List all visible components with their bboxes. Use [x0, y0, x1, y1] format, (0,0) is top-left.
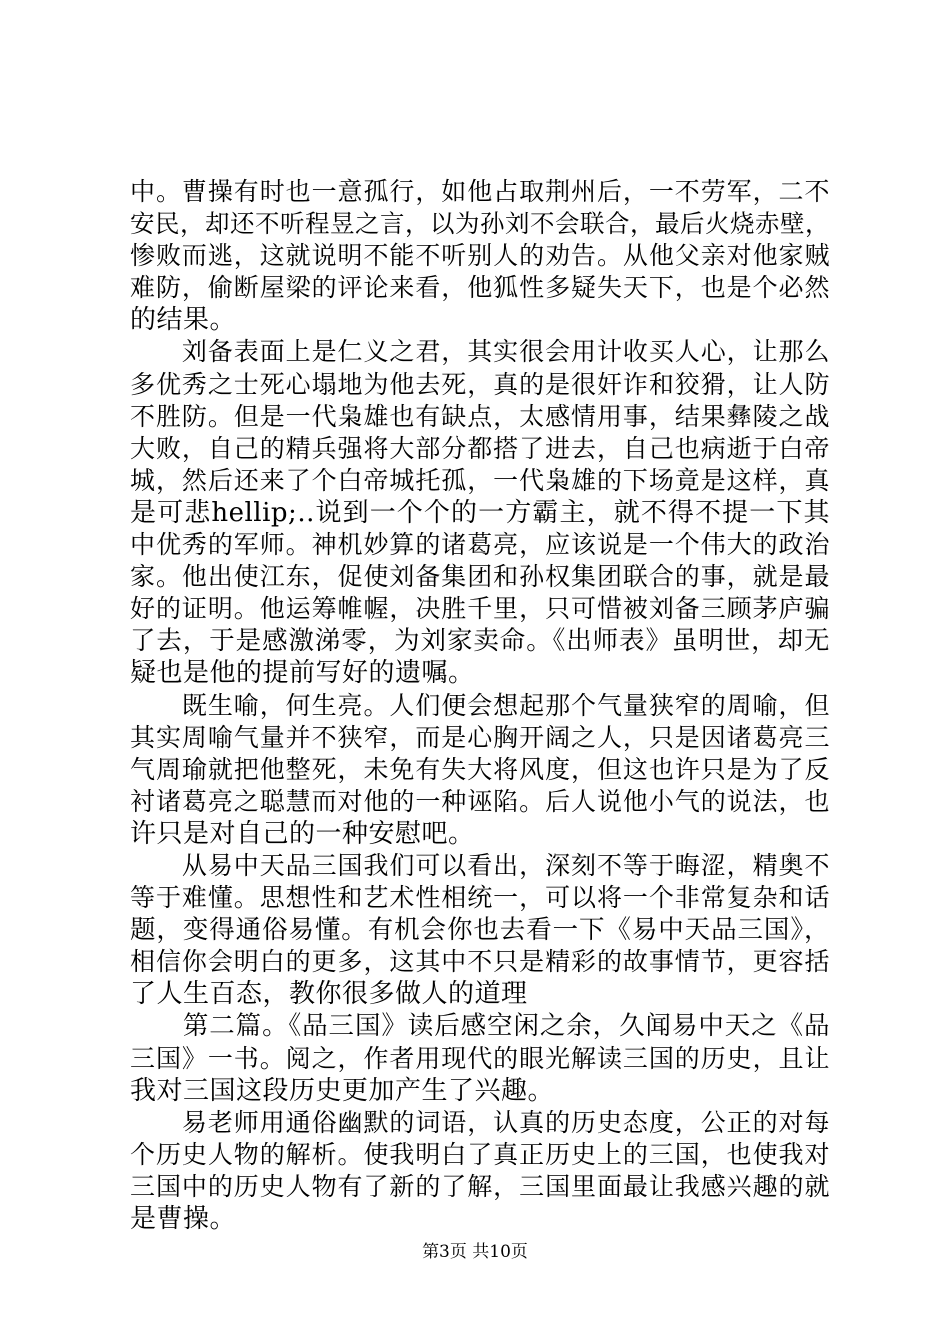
- text-line: 中优秀的军师。神机妙算的诸葛亮，应该说是一个伟大的政治: [130, 530, 830, 560]
- text-line: 个历史人物的解析。使我明白了真正历史上的三国，也使我对: [130, 1139, 830, 1169]
- text-line: 的结果。: [130, 305, 237, 336]
- text-line: 易老师用通俗幽默的词语，认真的历史态度，公正的对每: [130, 1107, 830, 1137]
- text-line: 刘备表面上是仁义之君，其实很会用计收买人心，让那么: [130, 337, 830, 367]
- text-line: 疑也是他的提前写好的遗嘱。: [130, 658, 475, 689]
- text-line: 从易中天品三国我们可以看出，深刻不等于晦涩，精奥不: [130, 850, 830, 880]
- text-line: 气周瑜就把他整死，未免有失大将风度，但这也许只是为了反: [130, 754, 830, 784]
- text-line: 多优秀之士死心塌地为他去死，真的是很奸诈和狡猾，让人防: [130, 369, 830, 399]
- text-line: 是曹操。: [130, 1204, 237, 1234]
- text-line: 中。曹操有时也一意孤行，如他占取荆州后，一不劳军，二不: [130, 177, 830, 206]
- body-text: [130, 176, 830, 1235]
- text-line: 大败，自己的精兵强将大部分都搭了进去，自己也病逝于白帝: [130, 433, 830, 463]
- text-line: 了人生百态，教你很多做人的道理: [130, 979, 528, 1010]
- text-line: 安民，却还不听程昱之言，以为孙刘不会联合，最后火烧赤壁，: [130, 209, 830, 239]
- text-line: 三国中的历史人物有了新的了解，三国里面最让我感兴趣的就: [130, 1171, 830, 1201]
- text-line: 难防，偷断屋梁的评论来看，他狐性多疑失天下，也是个必然: [130, 273, 830, 303]
- text-line: 第二篇。《品三国》读后感空闲之余，久闻易中天之《品: [130, 1011, 830, 1042]
- text-line: 城，然后还来了个白帝城托孤，一代枭雄的下场竟是这样，真: [130, 465, 830, 495]
- text-line: 三国》一书。阅之，作者用现代的眼光解读三国的历史，且让: [130, 1043, 830, 1073]
- text-line: 我对三国这段历史更加产生了兴趣。: [130, 1075, 555, 1106]
- text-line: 是可悲hellip;..说到一个个的一方霸主，就不得不提一下其: [130, 497, 830, 528]
- text-line: 不胜防。但是一代枭雄也有缺点，太感情用事，结果彝陵之战: [130, 401, 830, 431]
- text-line: 相信你会明白的更多，这其中不只是精彩的故事情节，更容括: [130, 947, 830, 977]
- text-line: 了去，于是感激涕零，为刘家卖命。《出师表》虽明世，却无: [130, 626, 830, 657]
- text-line: 衬诸葛亮之聪慧而对他的一种诬陷。后人说他小气的说法，也: [130, 786, 830, 816]
- text-line: 题，变得通俗易懂。有机会你也去看一下《易中天品三国》，: [130, 915, 830, 946]
- text-line: 等于难懂。思想性和艺术性相统一，可以将一个非常复杂和话: [130, 883, 830, 913]
- text-line: 惨败而逃，这就说明不能不听别人的劝告。从他父亲对他家贼: [130, 241, 830, 271]
- text-line: 家。他出使江东，促使刘备集团和孙权集团联合的事，就是最: [130, 562, 830, 592]
- text-line: 既生喻，何生亮。人们便会想起那个气量狭窄的周喻，但: [130, 690, 830, 720]
- text-line: 其实周喻气量并不狭窄，而是心胸开阔之人，只是因诸葛亮三: [130, 722, 830, 752]
- text-line: 许只是对自己的一种安慰吧。: [130, 818, 475, 849]
- text-line: 好的证明。他运筹帷幄，决胜千里，只可惜被刘备三顾茅庐骗: [130, 594, 830, 624]
- page-footer: 第3页 共10页: [422, 1242, 528, 1262]
